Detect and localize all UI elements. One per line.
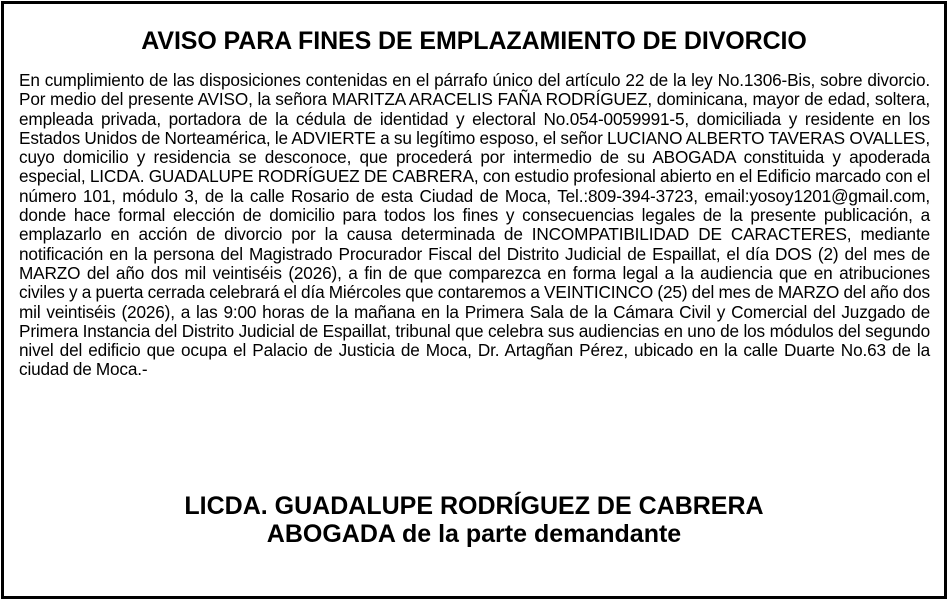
- legal-notice-box: [1, 1, 947, 599]
- signature-block: [4, 492, 944, 548]
- signature-name: LICDA. GUADALUPE RODRÍGUEZ DE CABRERA: [184, 492, 764, 520]
- notice-body: En cumplimiento de las disposiciones contenidas en el párrafo único del artículo 22 de la ley No.1306-Bis, sobre divorcio. Por medio del presente AVISO, la señora MARITZA ARACELIS FAÑA RODRÍGUEZ, dominicana, mayor de edad, soltera, empleada privada, portadora de la cédula de identidad y electoral No.054-0059991-5, domiciliada y residente en los Estados Unidos de Norteamérica, le ADVIERTE a su legítimo esposo, el señor LUCIANO ALBERTO TAVERAS OVALLES, cuyo domicilio y residencia se desconoce, que procederá por intermedio de su ABOGADA constituida y apoderada especial, LICDA. GUADALUPE RODRÍGUEZ DE CABRERA, con estudio profesional abierto en el Edificio marcado con el número 101, módulo 3, de la calle Rosario de esta Ciudad de Moca, Tel.:809-394-3723, email:yosoy1201@gmail.com, donde hace formal elección de domicilio para todos los fines y consecuencias legales de la presente publicación, a emplazarlo en acción de divorcio por la causa determinada de INCOMPATIBILIDAD DE CARACTERES, mediante notificación en la persona del Magistrado Procurador Fiscal del Distrito Judicial de Espaillat, el día DOS (2) del mes de MARZO del año dos mil veintiséis (2026), a fin de que comparezca en forma legal a la audiencia que en atribuciones civiles y a puerta cerrada celebrará el día Miércoles que contaremos a VEINTICINCO (25) del mes de MARZO del año dos mil veintiséis (2026), a las 9:00 horas de la mañana en la Primera Sala de la Cámara Civil y Comercial del Juzgado de Primera Instancia del Distrito Judicial de Espaillat, tribunal que celebra sus audiencias en uno de los módulos del segundo nivel del edificio que ocupa el Palacio de Justicia de Moca, Dr. Artagñan Pérez, ubicado en la calle Duarte No.63 de la ciudad de Moca.-: [19, 70, 930, 380]
- signature-role: ABOGADA de la parte demandante: [266, 520, 682, 548]
- notice-title: AVISO PARA FINES DE EMPLAZAMIENTO DE DIVORCIO: [141, 27, 807, 55]
